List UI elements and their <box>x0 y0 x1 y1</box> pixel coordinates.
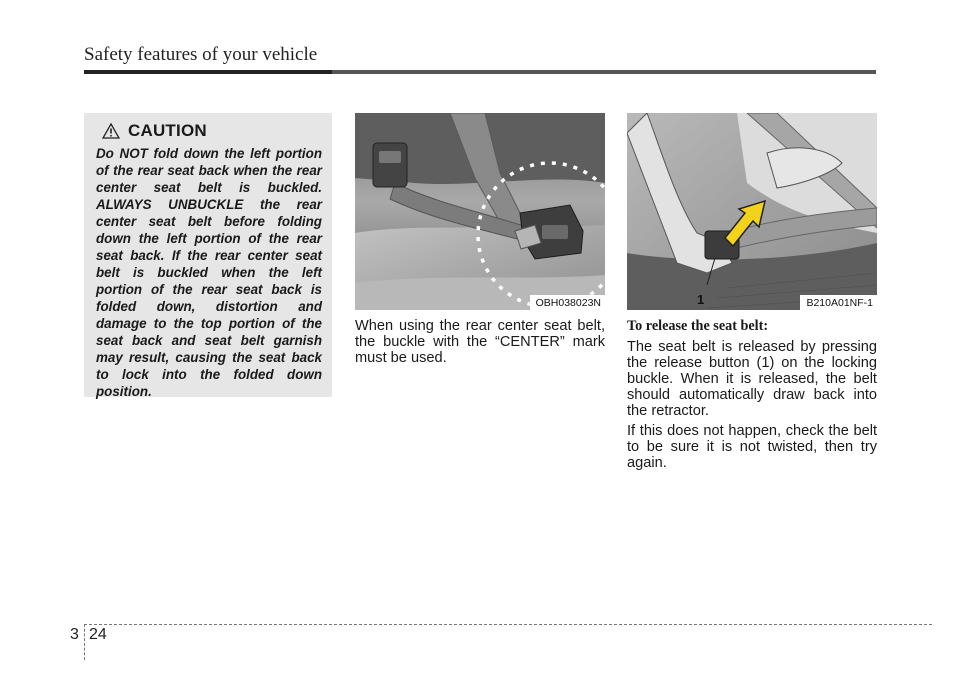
caution-box <box>84 113 332 397</box>
figure-callout-1: 1 <box>697 292 705 307</box>
header-rule <box>84 70 876 74</box>
page-header-title: Safety features of your vehicle <box>84 44 318 65</box>
center-belt-paragraph: When using the rear center seat belt, the buckle with the “CENTER” mark must be used. <box>355 318 605 366</box>
center-buckle-illustration <box>355 113 605 310</box>
figure-code-obh038023n: OBH038023N <box>530 295 605 310</box>
caution-header <box>102 121 322 141</box>
release-paragraph-2: If this does not happen, check the belt to be sure it is not twisted, then try again. <box>627 423 877 471</box>
footer-rule <box>84 624 932 625</box>
release-seat-belt-illustration <box>627 113 877 310</box>
warning-triangle-icon <box>102 123 120 139</box>
release-paragraph-1: The seat belt is released by pressing the release button (1) on the locking buckle. When it is released, the belt should automatically draw back into the retractor. <box>627 339 877 419</box>
page-number: 24 <box>89 626 107 643</box>
footer-divider <box>84 624 85 660</box>
chapter-number: 3 <box>70 626 79 643</box>
caution-body: Do NOT fold down the left portion of the rear seat back when the rear center seat belt is buckled. ALWAYS UNBUCKLE the rear center seat belt before folding down the left portion of the rear seat back. If the rear center seat belt is buckled when the left portion of the rear seat back is folded down, distortion and damage to the top portion of the seat back and seat belt garnish may result, causing the seat back to lock into the folded down position. <box>96 146 322 399</box>
caution-title: CAUTION <box>128 121 207 140</box>
release-heading: To release the seat belt: <box>627 318 769 334</box>
figure-code-b210a01nf-1: B210A01NF-1 <box>800 295 877 310</box>
